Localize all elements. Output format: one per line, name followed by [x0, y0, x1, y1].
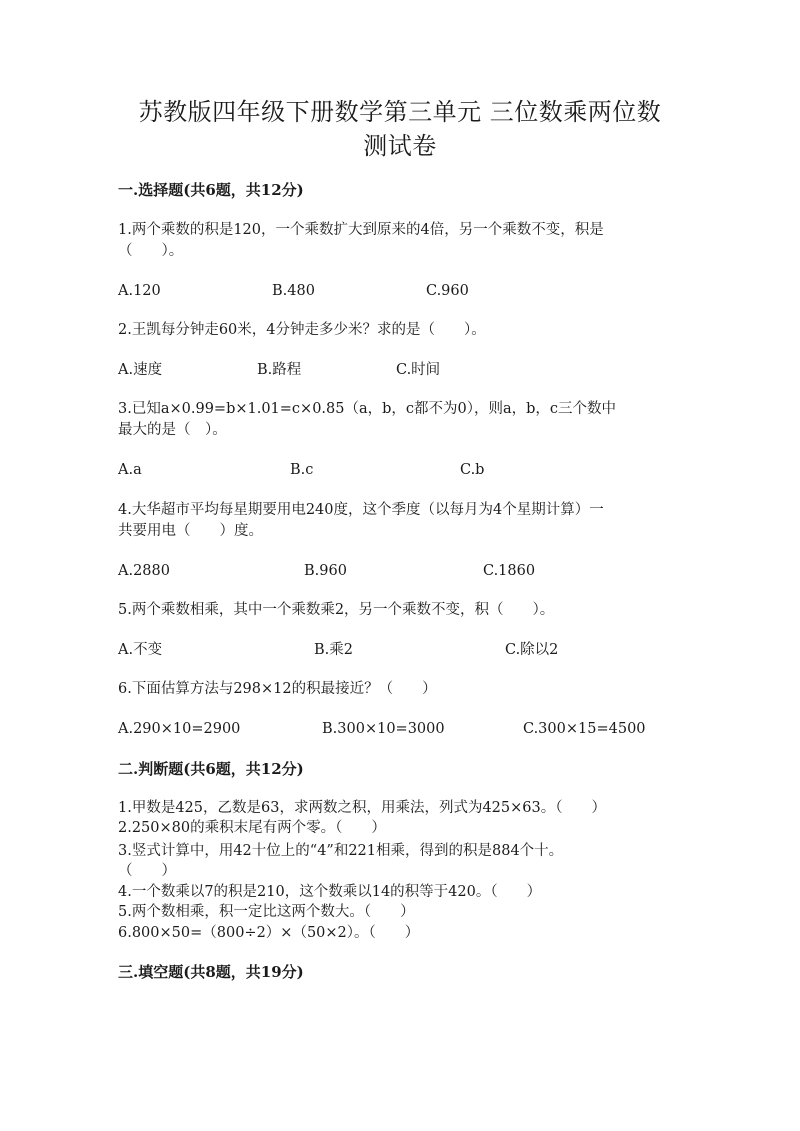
choice-q3-option-c: C.b	[460, 462, 485, 478]
choice-q1-option-c: C.960	[426, 283, 469, 299]
choice-q4-option-a: A.2880	[118, 563, 170, 579]
section-heading-choice: 一.选择题(共6题，共12分)	[118, 181, 304, 199]
choice-q5-option-a: A.不变	[118, 642, 163, 658]
choice-q2-option-c: C.时间	[396, 362, 441, 378]
judge-q3-text: 3.竖式计算中，用42十位上的“4”和221相乘，得到的积是884个十。	[118, 843, 564, 859]
choice-q6-option-b: B.300×10=3000	[322, 721, 445, 737]
page-title-line-2: 测试卷	[363, 132, 437, 160]
choice-q6-text: 6.下面估算方法与298×12的积最接近？（ ）	[118, 681, 437, 697]
choice-q5-option-c: C.除以2	[505, 642, 559, 658]
judge-q3-text-cont: （ ）	[118, 863, 176, 879]
choice-q6-option-c: C.300×15=4500	[523, 721, 646, 737]
judge-q5-text: 5.两个数相乘，积一定比这两个数大。（ ）	[118, 904, 415, 920]
section-heading-fill: 三.填空题(共8题，共19分)	[118, 963, 304, 981]
choice-q3-text-cont: 最大的是（ ）。	[118, 422, 227, 438]
choice-q3-text: 3.已知a×0.99=b×1.01=c×0.85（a，b，c都不为0），则a，b，c三个数中	[118, 401, 617, 417]
choice-q1-option-a: A.120	[118, 283, 161, 299]
choice-q4-text: 4.大华超市平均每星期要用电240度，这个季度（以每月为4个星期计算）一	[118, 502, 604, 518]
choice-q1-text: 1.两个乘数的积是120，一个乘数扩大到原来的4倍，另一个乘数不变，积是	[118, 222, 604, 238]
judge-q4-text: 4.一个数乘以7的积是210，这个数乘以14的积等于420。（ ）	[118, 884, 542, 900]
choice-q1-text-cont: （ ）。	[118, 243, 184, 259]
choice-q3-option-b: B.c	[290, 462, 314, 478]
choice-q1-option-b: B.480	[272, 283, 315, 299]
choice-q2-text: 2.王凯每分钟走60米，4分钟走多少米？求的是（ ）。	[118, 322, 486, 338]
judge-q6-text: 6.800×50=（800÷2）×（50×2）。（ ）	[118, 925, 420, 941]
choice-q4-option-c: C.1860	[483, 563, 536, 579]
choice-q4-text-cont: 共要用电（ ）度。	[118, 523, 263, 539]
choice-q6-option-a: A.290×10=2900	[118, 721, 241, 737]
judge-q1-text: 1.甲数是425，乙数是63，求两数之积，用乘法，列式为425×63。（ ）	[118, 800, 606, 816]
choice-q2-option-b: B.路程	[257, 362, 302, 378]
choice-q5-text: 5.两个乘数相乘，其中一个乘数乘2，另一个乘数不变，积（ ）。	[118, 602, 555, 618]
choice-q2-option-a: A.速度	[118, 362, 163, 378]
choice-q5-option-b: B.乘2	[314, 642, 353, 658]
judge-q2-text: 2.250×80的乘积末尾有两个零。（ ）	[118, 820, 386, 836]
section-heading-judge: 二.判断题(共6题，共12分)	[118, 760, 304, 778]
page-title-line-1: 苏教版四年级下册数学第三单元 三位数乘两位数	[138, 98, 662, 126]
choice-q4-option-b: B.960	[304, 563, 347, 579]
choice-q3-option-a: A.a	[118, 462, 142, 478]
